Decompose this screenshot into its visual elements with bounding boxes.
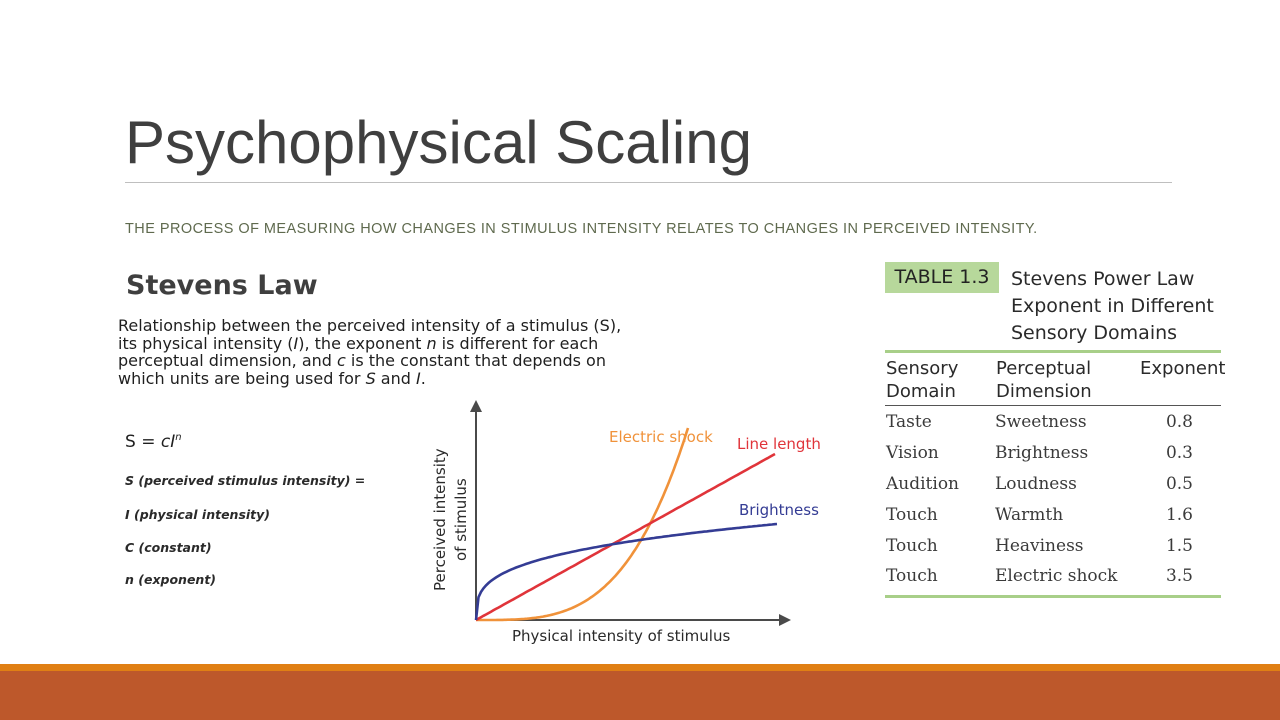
footer-bar (0, 671, 1280, 720)
definition-c: C (constant) (125, 540, 212, 555)
desc-var: c (337, 351, 346, 370)
table-row (885, 566, 1221, 597)
table-tag: TABLE 1.3 (885, 262, 999, 293)
desc-var: S (365, 368, 376, 388)
header-line: Sensory (886, 358, 959, 379)
header-line: Dimension (996, 381, 1092, 402)
cell-exponent: 0.3 (1165, 443, 1193, 463)
cell-domain: Taste (886, 412, 932, 432)
desc-var: n (426, 333, 437, 353)
section-heading: Stevens Law (126, 270, 318, 301)
definition-n: n (exponent) (125, 572, 217, 587)
formula-base: cI (160, 432, 176, 452)
description-paragraph (118, 317, 628, 387)
cell-exponent: 1.6 (1165, 505, 1193, 525)
stevens-law-chart (420, 396, 840, 656)
caption-line: Sensory Domains (1011, 322, 1178, 344)
desc-text: and (375, 368, 416, 388)
cell-domain: Touch (886, 536, 938, 556)
desc-text: . (420, 368, 426, 388)
table-top-rule (885, 350, 1221, 353)
desc-var: I (293, 333, 299, 353)
title-divider (125, 182, 1172, 183)
desc-text: Relationship between the perceived intensity of a stimulus (S), its physical intensity ( (118, 316, 622, 353)
table-row (885, 443, 1221, 474)
footer-accent-bar (0, 664, 1280, 671)
cell-dimension: Electric shock (995, 566, 1118, 586)
formula-exponent: n (175, 432, 182, 443)
formula (125, 432, 182, 452)
desc-text: is the constant that depends on which units are being used for (118, 351, 606, 388)
cell-dimension: Heaviness (995, 536, 1084, 556)
header-perceptual-dimension (996, 357, 1092, 403)
header-line: Perceptual (996, 358, 1092, 379)
table-caption (1011, 266, 1231, 347)
series-brightness (476, 524, 777, 620)
series-label-electric-shock: Electric shock (609, 428, 713, 446)
series-label-line-length: Line length (737, 435, 821, 453)
caption-line: Exponent in Different (1011, 295, 1214, 317)
table-row (885, 474, 1221, 505)
cell-dimension: Brightness (995, 443, 1089, 463)
y-axis-label-line1: Perceived intensity (431, 448, 449, 591)
cell-exponent: 0.8 (1165, 412, 1193, 432)
table-header-rule (885, 405, 1221, 406)
header-sensory-domain (886, 357, 958, 403)
series-label-brightness: Brightness (739, 501, 819, 519)
cell-domain: Touch (886, 566, 938, 586)
table-row (885, 412, 1221, 443)
slide-subtitle: THE PROCESS OF MEASURING HOW CHANGES IN STIMULUS INTENSITY RELATES TO CHANGES IN PERCEIVED INTENSITY. (125, 221, 1038, 237)
formula-lhs: S = (125, 432, 161, 452)
cell-domain: Touch (886, 505, 938, 525)
desc-var: I (416, 368, 421, 388)
series-electric-shock (476, 428, 688, 620)
table-row (885, 536, 1221, 567)
cell-exponent: 0.5 (1165, 474, 1193, 494)
cell-domain: Audition (886, 474, 959, 494)
desc-text: is different for each perceptual dimension, and (118, 333, 599, 370)
cell-exponent: 3.5 (1165, 566, 1193, 586)
cell-dimension: Sweetness (995, 412, 1087, 432)
table-row (885, 505, 1221, 536)
table-bottom-rule (885, 595, 1221, 598)
definition-i: I (physical intensity) (125, 507, 271, 522)
definition-s: S (perceived stimulus intensity) = (125, 473, 366, 488)
slide-title: Psychophysical Scaling (125, 109, 752, 176)
series-line-length (476, 454, 775, 620)
header-exponent (1140, 357, 1225, 380)
header-line: Exponent (1140, 358, 1226, 379)
cell-exponent: 1.5 (1165, 536, 1193, 556)
cell-dimension: Loudness (995, 474, 1077, 494)
cell-domain: Vision (886, 443, 939, 463)
caption-line: Stevens Power Law (1011, 268, 1195, 290)
desc-text: ), the exponent (298, 333, 427, 353)
x-axis-label: Physical intensity of stimulus (512, 627, 731, 645)
cell-dimension: Warmth (995, 505, 1064, 525)
y-axis-label-line2: of stimulus (452, 478, 470, 561)
header-line: Domain (886, 381, 956, 402)
